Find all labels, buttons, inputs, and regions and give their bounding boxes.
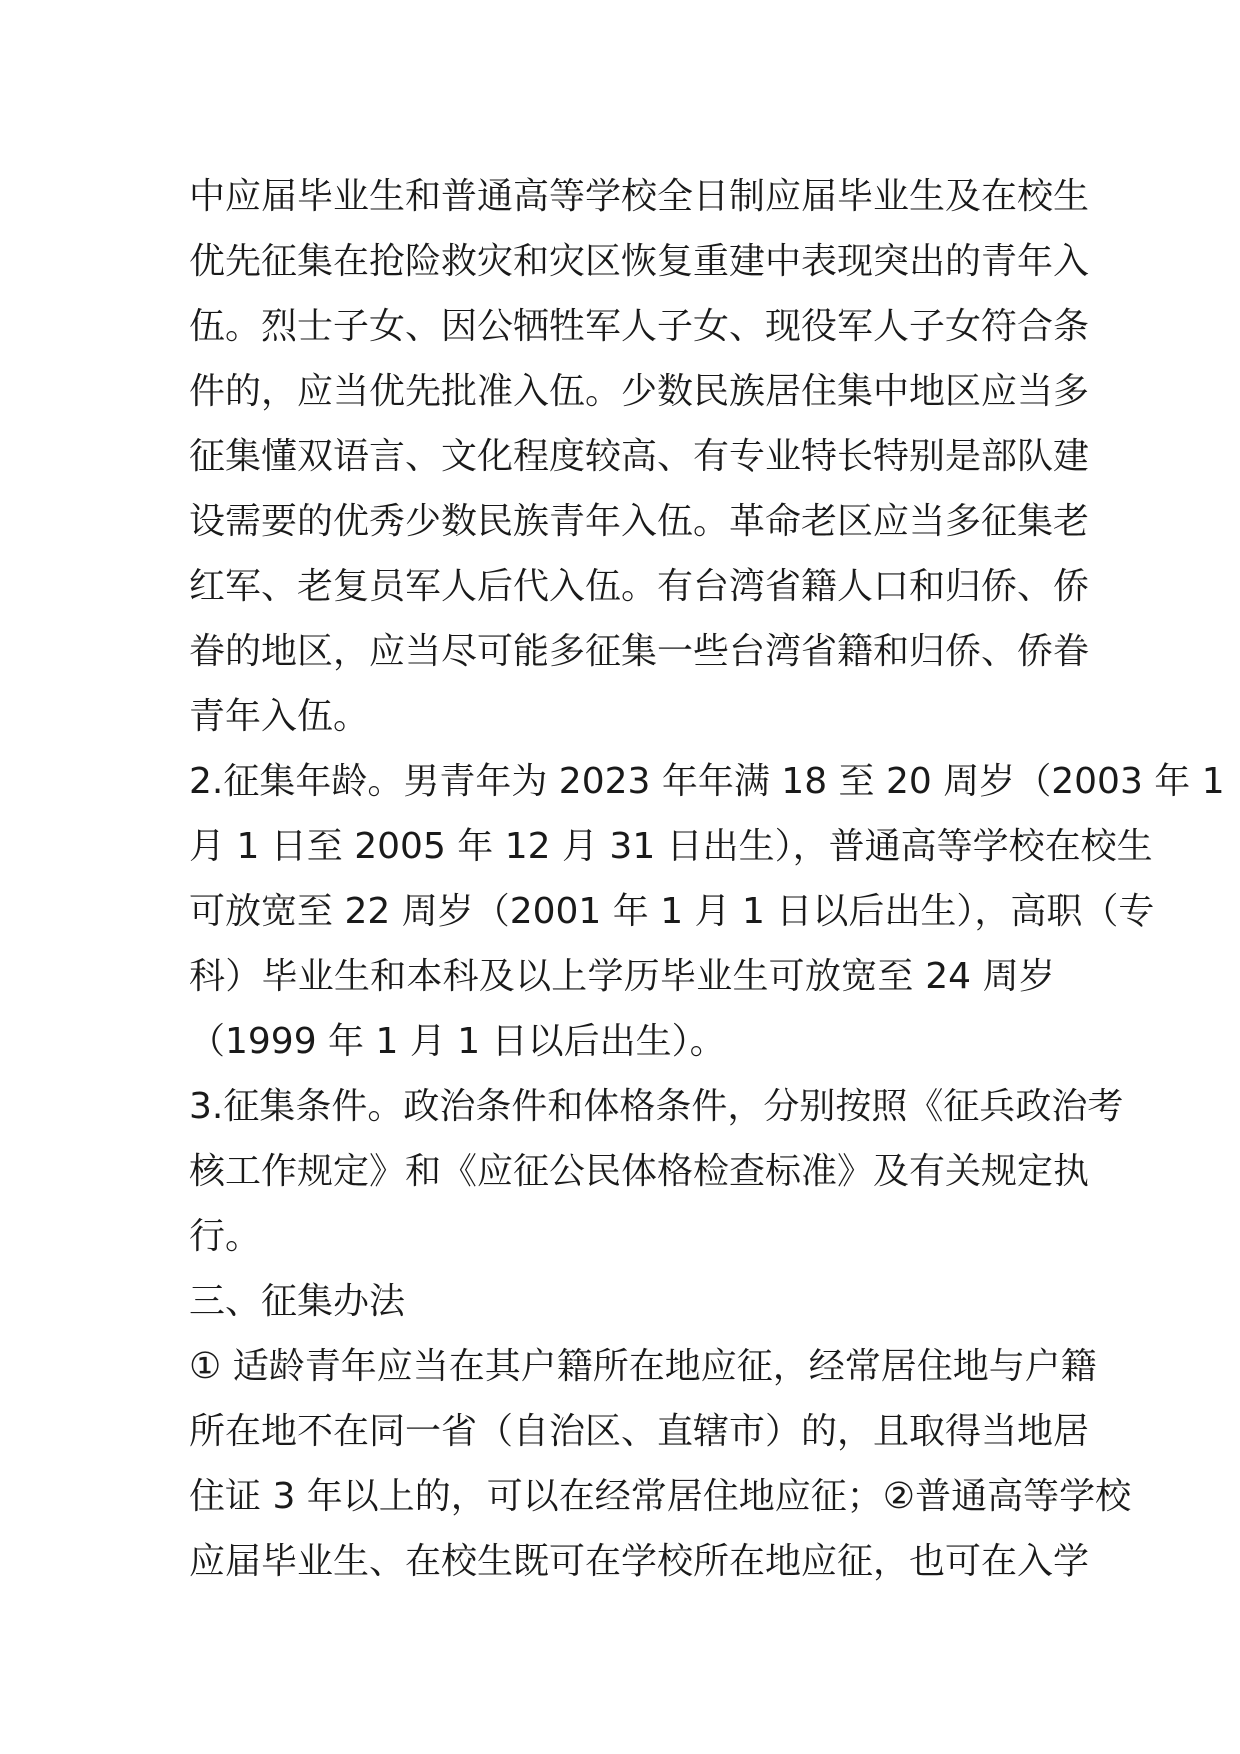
- text-line: 优先征集在抢险救灾和灾区恢复重建中表现突出的青年入: [189, 241, 1090, 282]
- text-line: 中应届毕业生和普通高等学校全日制应届毕业生及在校生: [189, 176, 1090, 217]
- text-line: 件的，应当优先批准入伍。少数民族居住集中地区应当多: [189, 371, 1090, 412]
- text-line: （1999 年 1 月 1 日以后出生）。: [189, 1021, 726, 1062]
- text-line: 核工作规定》和《应征公民体格检查标准》及有关规定执: [189, 1151, 1090, 1192]
- text-line: 征集懂双语言、文化程度较高、有专业特长特别是部队建: [189, 436, 1090, 477]
- document-body: [189, 164, 1225, 1594]
- text-line: 住证 3 年以上的，可以在经常居住地应征；②普通高等学校: [189, 1476, 1132, 1517]
- text-line: 红军、老复员军人后代入伍。有台湾省籍人口和归侨、侨: [189, 566, 1090, 607]
- section-heading-conditions: 3.征集条件。政治条件和体格条件，分别按照《征兵政治考: [189, 1086, 1124, 1127]
- text-line: 所在地不在同一省（自治区、直辖市）的，且取得当地居: [189, 1411, 1090, 1452]
- text-line: 行。: [189, 1216, 262, 1257]
- text-line: 应届毕业生、在校生既可在学校所在地应征，也可在入学: [189, 1541, 1090, 1582]
- text-line: 月 1 日至 2005 年 12 月 31 日出生），普通高等学校在校生: [189, 826, 1153, 867]
- section-heading-age: 2.征集年龄。男青年为 2023 年年满 18 至 20 周岁（2003 年 1: [189, 761, 1225, 802]
- text-line: 眷的地区，应当尽可能多征集一些台湾省籍和归侨、侨眷: [189, 631, 1090, 672]
- text-line: 伍。烈士子女、因公牺牲军人子女、现役军人子女符合条: [189, 306, 1090, 347]
- section-heading-methods: 三、征集办法: [189, 1281, 406, 1322]
- text-line: ① 适龄青年应当在其户籍所在地应征，经常居住地与户籍: [189, 1346, 1097, 1387]
- text-line: 科）毕业生和本科及以上学历毕业生可放宽至 24 周岁: [189, 956, 1055, 997]
- text-line: 可放宽至 22 周岁（2001 年 1 月 1 日以后出生），高职（专: [189, 891, 1155, 932]
- text-line: 青年入伍。: [189, 696, 370, 737]
- text-line: 设需要的优秀少数民族青年入伍。革命老区应当多征集老: [189, 501, 1090, 542]
